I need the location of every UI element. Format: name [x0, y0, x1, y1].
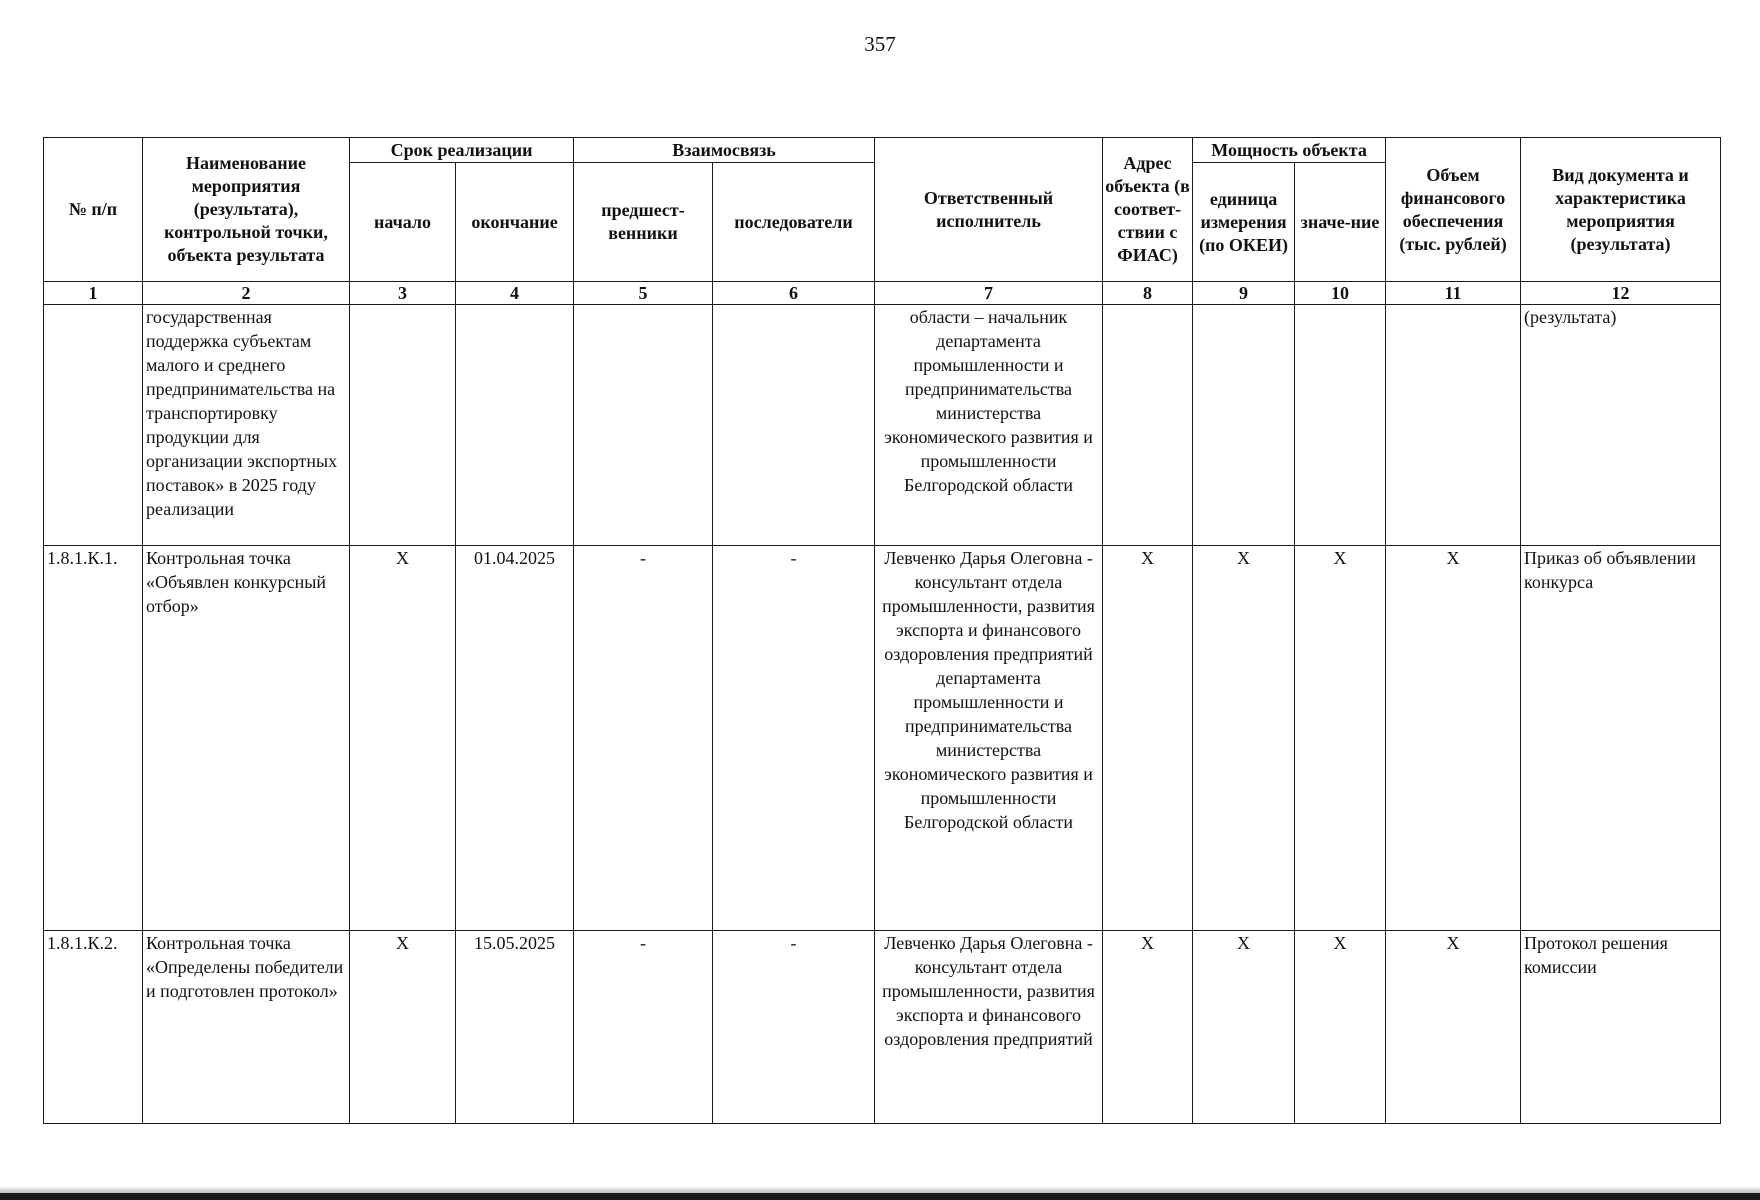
column-number: 2 [143, 282, 350, 305]
header-responsible: Ответственный исполнитель [875, 138, 1103, 282]
cell-end: 15.05.2025 [456, 931, 574, 1124]
column-number: 3 [350, 282, 456, 305]
cell-unit: X [1193, 546, 1295, 931]
column-number: 6 [713, 282, 875, 305]
column-number: 5 [574, 282, 713, 305]
cell-responsible: области – начальник департамента промышленности и предпринимательства министерства экономического развития и промышленности Белгородской области [875, 305, 1103, 546]
cell-doc: Протокол решения комиссии [1521, 931, 1721, 1124]
header-capacity: Мощность объекта [1193, 138, 1386, 163]
cell-address [1103, 305, 1193, 546]
cell-funding: X [1386, 931, 1521, 1124]
header-num: № п/п [44, 138, 143, 282]
cell-end [456, 305, 574, 546]
cell-name: Контрольная точка «Объявлен конкурсный отбор» [143, 546, 350, 931]
column-number: 4 [456, 282, 574, 305]
plan-table [43, 137, 1721, 1124]
header-relation-pred: предшест-венники [574, 163, 713, 282]
header-capacity-value: значе-ние [1295, 163, 1386, 282]
cell-num [44, 305, 143, 546]
column-number: 8 [1103, 282, 1193, 305]
cell-address: X [1103, 931, 1193, 1124]
table-row [44, 931, 1721, 1124]
cell-funding: X [1386, 546, 1521, 931]
cell-responsible: Левченко Дарья Олеговна - консультант отдела промышленности, развития экспорта и финансового оздоровления предприятий департамента промышленности и предпринимательства министерства экономического развития и промышленности Белгородской области [875, 546, 1103, 931]
cell-start [350, 305, 456, 546]
cell-end: 01.04.2025 [456, 546, 574, 931]
column-number: 10 [1295, 282, 1386, 305]
scan-edge [0, 1193, 1760, 1200]
cell-unit: X [1193, 931, 1295, 1124]
column-number: 7 [875, 282, 1103, 305]
cell-value: X [1295, 931, 1386, 1124]
table-row [44, 546, 1721, 931]
column-number-row [44, 282, 1721, 305]
header-doc: Вид документа и характеристика мероприятия (результата) [1521, 138, 1721, 282]
header-period-start: начало [350, 163, 456, 282]
cell-succ: - [713, 931, 875, 1124]
cell-num: 1.8.1.К.2. [44, 931, 143, 1124]
cell-name: Контрольная точка «Определены победители и подготовлен протокол» [143, 931, 350, 1124]
cell-succ [713, 305, 875, 546]
table-row [44, 305, 1721, 546]
cell-responsible: Левченко Дарья Олеговна - консультант отдела промышленности, развития экспорта и финансового оздоровления предприятий [875, 931, 1103, 1124]
cell-unit [1193, 305, 1295, 546]
cell-funding [1386, 305, 1521, 546]
column-number: 11 [1386, 282, 1521, 305]
header-name: Наименование мероприятия (результата), контрольной точки, объекта результата [143, 138, 350, 282]
cell-value [1295, 305, 1386, 546]
header-row-top [44, 138, 1721, 163]
header-relation-succ: последователи [713, 163, 875, 282]
header-period: Срок реализации [350, 138, 574, 163]
cell-start: X [350, 546, 456, 931]
cell-doc: (результата) [1521, 305, 1721, 546]
scan-shadow [0, 1186, 1760, 1193]
cell-num: 1.8.1.К.1. [44, 546, 143, 931]
cell-doc: Приказ об объявлении конкурса [1521, 546, 1721, 931]
cell-value: X [1295, 546, 1386, 931]
column-number: 1 [44, 282, 143, 305]
cell-pred: - [574, 546, 713, 931]
header-capacity-unit: единица измерения (по ОКЕИ) [1193, 163, 1295, 282]
column-number: 12 [1521, 282, 1721, 305]
cell-pred [574, 305, 713, 546]
header-funding: Объем финансового обеспечения (тыс. рублей) [1386, 138, 1521, 282]
header-relation: Взаимосвязь [574, 138, 875, 163]
header-period-end: окончание [456, 163, 574, 282]
cell-start: X [350, 931, 456, 1124]
page-number: 357 [864, 32, 896, 56]
header-address: Адрес объекта (в соответ-ствии с ФИАС) [1103, 138, 1193, 282]
cell-name: государственная поддержка субъектам малого и среднего предпринимательства на транспортировку продукции для организации экспортных поставок» в 2025 году реализации [143, 305, 350, 546]
cell-address: X [1103, 546, 1193, 931]
cell-pred: - [574, 931, 713, 1124]
cell-succ: - [713, 546, 875, 931]
column-number: 9 [1193, 282, 1295, 305]
